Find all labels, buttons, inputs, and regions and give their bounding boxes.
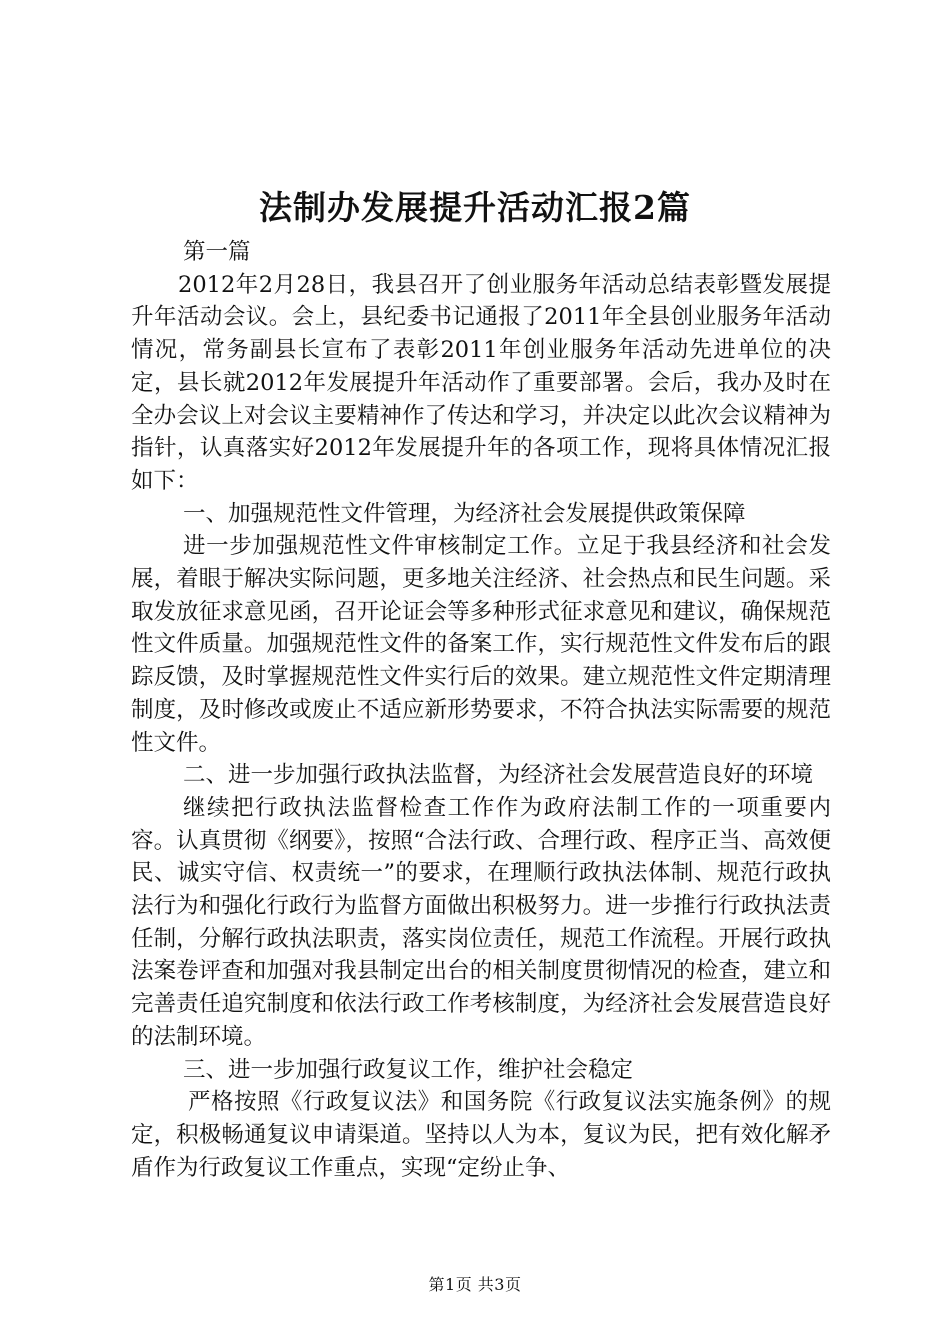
section-heading: 三、进一步加强行政复议工作，维护社会稳定 [183,1056,634,1083]
paragraph: 严格按照《行政复议法》和国务院《行政复议法实施条例》的规定，积极畅通复议申请渠道。坚持以人为本，复议为民，把有效化解矛盾作为行政复议工作重点，实现“定纷止争、 [131,1089,831,1181]
page-footer: 第1页 共3页 [428,1275,522,1294]
paragraph: 进一步加强规范性文件审核制定工作。立足于我县经济和社会发展，着眼于解决实际问题，更多地关注经济、社会热点和民生问题。采取发放征求意见函，召开论证会等多种形式征求意见和建议，确保规范性文件质量。加强规范性文件的备案工作，实行规范性文件发布后的跟踪反馈，及时掌握规范性文件实行后的效果。建立规范性文件定期清理制度，及时修改或废止不适应新形势要求，不符合执法实际需要的规范性文件。 [131,533,831,756]
section-label: 第一篇 [183,239,251,265]
section-heading: 二、进一步加强行政执法监督，为经济社会发展营造良好的环境 [183,762,814,789]
paragraph: 继续把行政执法监督检查工作作为政府法制工作的一项重要内容。认真贯彻《纲要》，按照“合法行政、合理行政、程序正当、高效便民、诚实守信、权责统一”的要求，在理顺行政执法体制、规范行政执法行为和强化行政行为监督方面做出积极努力。进一步推行行政执法责任制，分解行政执法职责，落实岗位责任，规范工作流程。开展行政执法案卷评查和加强对我县制定出台的相关制度贯彻情况的检查，建立和完善责任追究制度和依法行政工作考核制度，为经济社会发展营造良好的法制环境。 [131,794,831,1050]
section-heading: 一、加强规范性文件管理，为经济社会发展提供政策保障 [183,500,746,527]
paragraph: 2012年2月28日，我县召开了创业服务年活动总结表彰暨发展提升年活动会议。会上，县纪委书记通报了2011年全县创业服务年活动情况，常务副县长宣布了表彰2011年创业服务年活动先进单位的决定，县长就2012年发展提升年活动作了重要部署。会后，我办及时在全办会议上对会议主要精神作了传达和学习，并决定以此次会议精神为指针，认真落实好2012年发展提升年的各项工作，现将具体情况汇报如下： [131,271,831,494]
document-body [131,236,831,1184]
document-title: 法制办发展提升活动汇报2篇 [259,188,691,227]
